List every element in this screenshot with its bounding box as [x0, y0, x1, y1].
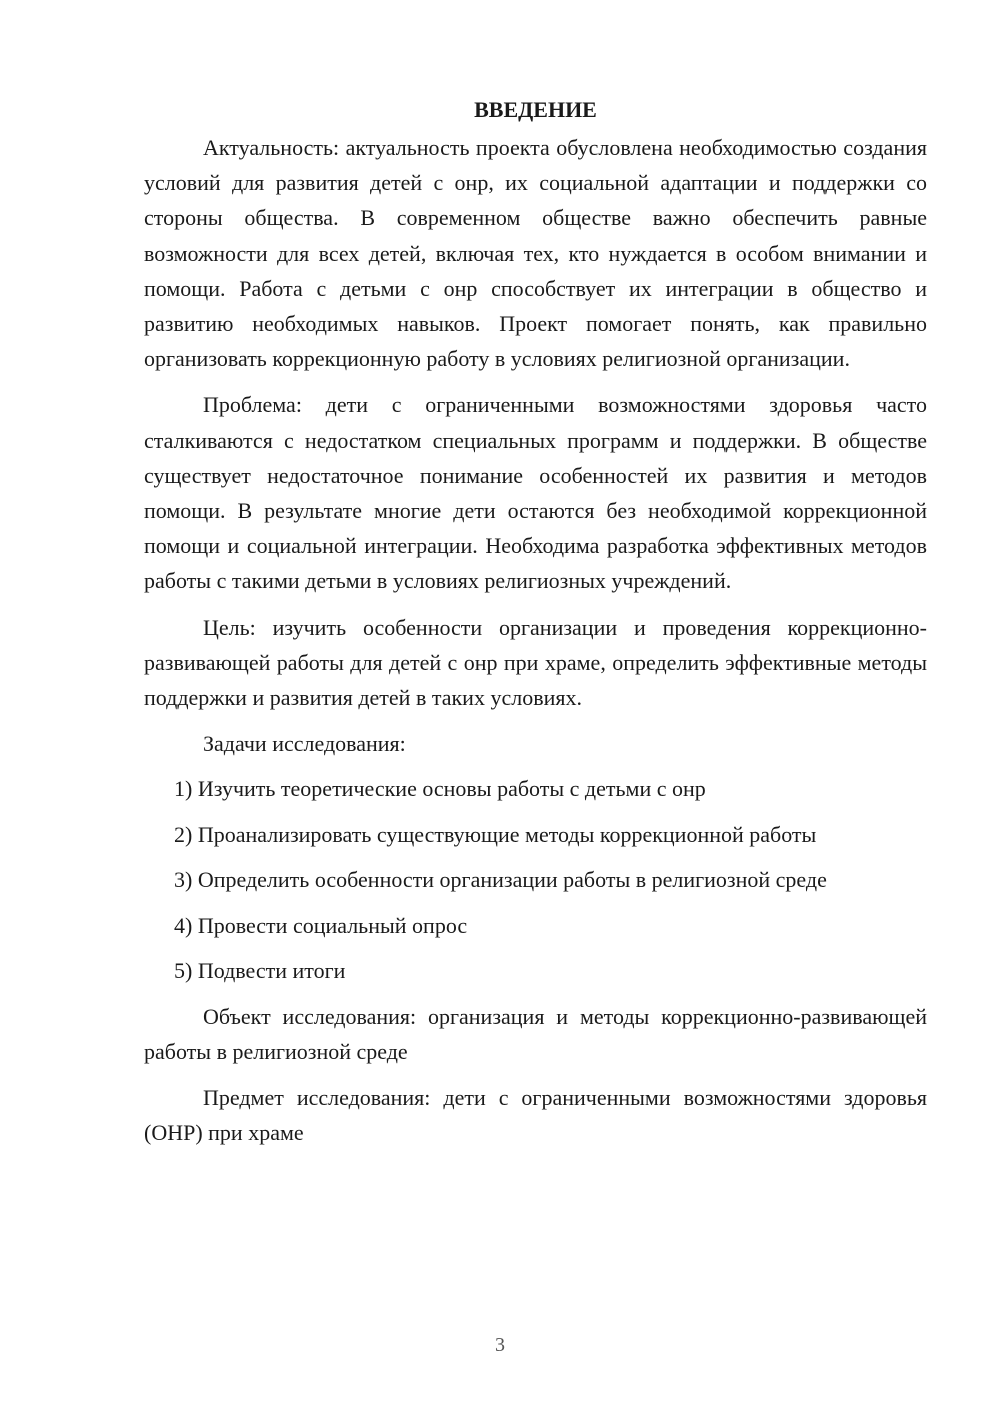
- tasks-list: [144, 771, 927, 988]
- task-item: 2) Проанализировать существующие методы коррекционной работы: [174, 821, 817, 847]
- tasks-heading: Задачи исследования:: [203, 731, 406, 757]
- subject-paragraph: Предмет исследования: дети с ограниченными возможностями здоровья (ОНР) при храме: [144, 1085, 927, 1146]
- task-item: 3) Определить особенности организации работы в религиозной среде: [174, 867, 827, 893]
- task-item: 1) Изучить теоретические основы работы с детьми с онр: [174, 776, 706, 802]
- document-page: [144, 92, 927, 1162]
- page-number: 3: [495, 1334, 505, 1356]
- relevance-paragraph: Актуальность: актуальность проекта обусловлена необходимостью создания условий для развития детей с онр, их социальной адаптации и поддержки со стороны общества. В современном обществе важно обеспечить равные возможности для всех детей, включая тех, кто нуждается в особом внимании и помощи. Работа с детьми с онр способствует их интеграции в общество и развитию необходимых навыков. Проект помогает понять, как правильно организовать коррекционную работу в условиях религиозной организации.: [144, 135, 927, 372]
- page-title: ВВЕДЕНИЕ: [474, 97, 597, 122]
- problem-paragraph: Проблема: дети с ограниченными возможностями здоровья часто сталкиваются с недостатком специальных программ и поддержки. В обществе существует недостаточное понимание особенностей их развития и методов помощи. В результате многие дети остаются без необходимой коррекционной помощи и социальной интеграции. Необходима разработка эффективных методов работы с такими детьми в условиях религиозных учреждений.: [144, 392, 927, 594]
- goal-paragraph: Цель: изучить особенности организации и проведения коррекционно-развивающей работы для детей с онр при храме, определить эффективные методы поддержки и развития детей в таких условиях.: [144, 614, 927, 711]
- object-paragraph: Объект исследования: организация и методы коррекционно-развивающей работы в религиозной среде: [144, 1003, 927, 1064]
- task-item: 5) Подвести итоги: [174, 958, 346, 984]
- task-item: 4) Провести социальный опрос: [174, 912, 468, 938]
